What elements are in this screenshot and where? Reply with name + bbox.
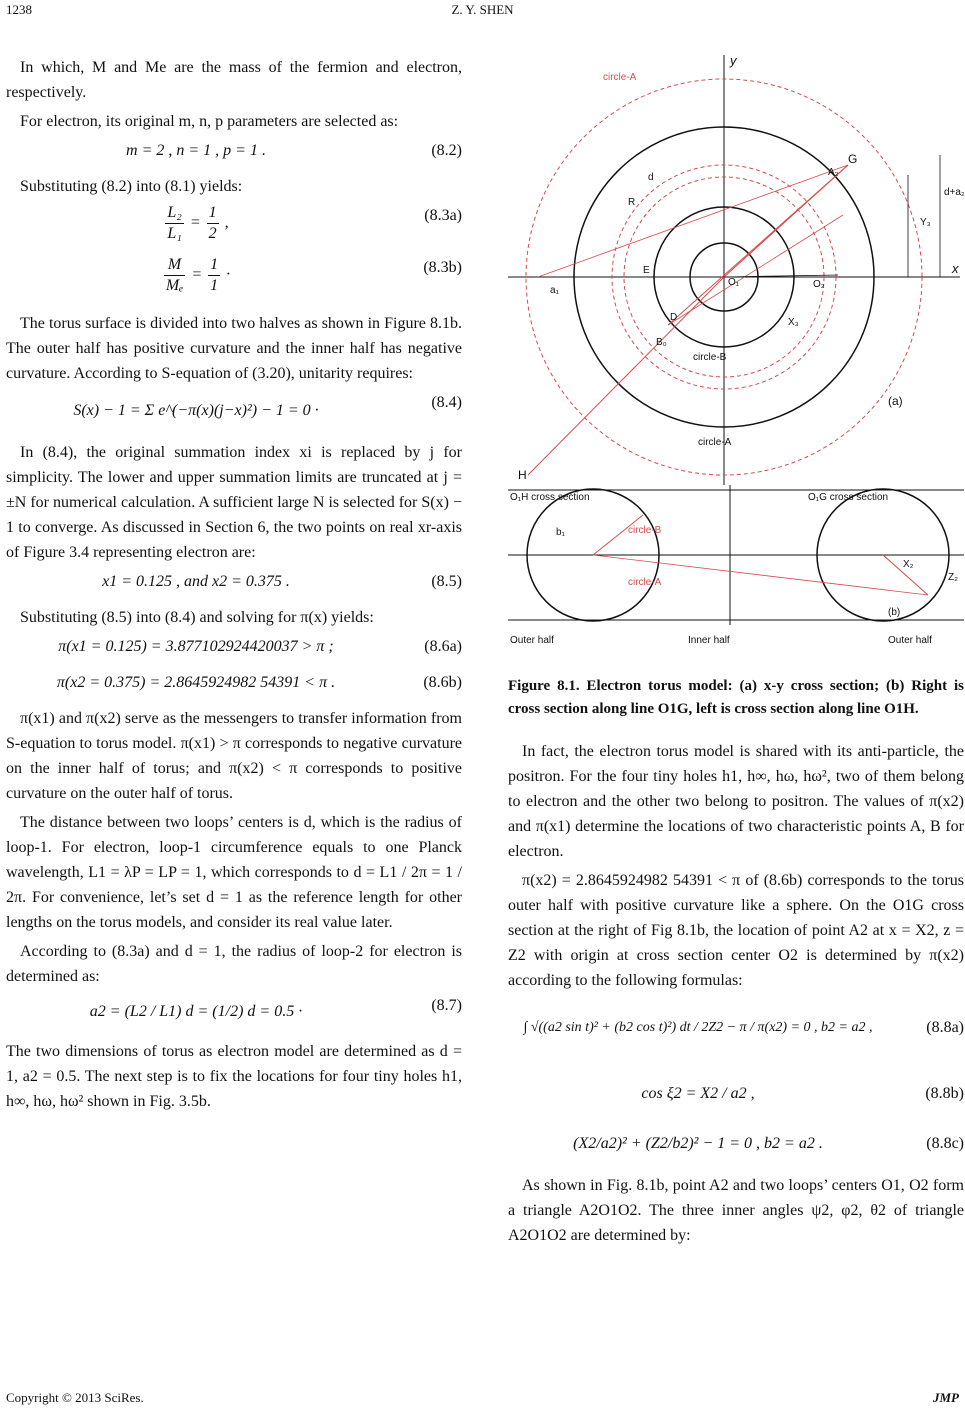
paragraph: π(x2) = 2.8645924982 54391 < π of (8.6b) corresponds to the torus outer half with positive curvature like a sphere. On the O1G cross section at the right of Fig 8.1b, the location of point A2 at x = X2, z = Z2 with origin at cross section center O2 is determined by π(x2) according to the following formulas:: [508, 872, 964, 989]
equation-8-6b: π(x2 = 0.375) = 2.8645924982 54391 < π . (8.6b): [56, 674, 462, 691]
paragraph: In (8.4), the original summation index xi is replaced by j for simplicity. The lower and upper summation limits are truncated at j = ±N for numerical calculation. A sufficient large N is selected for S(x) − 1 to converge. As discussed in Section 6, the two points on real xr-axis of Figure 3.4 representing electron are:: [6, 444, 462, 561]
label-panel-a: (a): [888, 394, 903, 408]
line-o1-h: [528, 277, 724, 475]
label-outer-half-left: Outer half: [510, 635, 554, 646]
x-axis-label: x: [952, 261, 959, 276]
label-x3: X₃: [788, 317, 799, 328]
equation-8-5: x1 = 0.125 , and x2 = 0.375 . (8.5): [102, 573, 462, 590]
journal-name: JMP: [933, 1390, 959, 1405]
copyright: Copyright © 2013 SciRes.: [6, 1390, 144, 1405]
label-e: E: [643, 265, 650, 276]
label-inner-half: Inner half: [688, 635, 730, 646]
label-b-circle-b: circle-B: [628, 525, 662, 536]
paragraph: The distance between two loops’ centers is d, which is the radius of loop-1. For electron, loop-1 circumference equals to one Planck wavelength, L1 = λP = LP = 1, which corresponds to d = L1 / 2π = 1 / 2π. For convenience, let’s set d = 1 as the reference length for other lengths on the torus models, and consider its real value later.: [6, 814, 462, 931]
label-r: R: [628, 197, 636, 208]
label-o2: O₂: [813, 279, 825, 290]
paragraph: In which, M and Me are the mass of the fermion and electron, respectively.: [6, 59, 462, 101]
label-d-point: D: [670, 312, 678, 323]
equation-8-2: m = 2 , n = 1 , p = 1 . (8.2): [126, 142, 462, 159]
right-column: [508, 665, 964, 1252]
equation-8-4: S(x) − 1 = Σ e^(−π(x)(j−x)²) − 1 = 0 · (8.4): [73, 394, 462, 419]
equation-8-8a: ∫ √((a2 sin t)² + (b2 cos t)²) dt / 2Z2 − π / π(x2) = 0 , b2 = a2 , (8.8a): [523, 1019, 964, 1036]
label-d: d: [648, 172, 654, 183]
label-d-plus-a2: d+a₂: [944, 187, 964, 198]
label-b0: B₀: [656, 337, 667, 348]
label-circle-a-bottom: circle-A: [698, 437, 732, 448]
label-outer-half-right: Outer half: [888, 635, 932, 646]
running-author: Z. Y. SHEN: [451, 2, 514, 17]
label-left-section: O₁H cross section: [510, 492, 590, 503]
equation-8-8c: (X2/a2)² + (Z2/b2)² − 1 = 0 , b2 = a2 . (8.8c): [573, 1135, 964, 1152]
label-circle-b: circle-B: [693, 352, 727, 363]
label-panel-b: (b): [888, 607, 901, 618]
paragraph: For electron, its original m, n, p parameters are selected as:: [20, 113, 399, 130]
left-column: [6, 55, 462, 1118]
label-circle-a-top: circle-A: [603, 72, 637, 83]
paragraph: In fact, the electron torus model is shared with its anti-particle, the positron. For the four tiny holes h1, h∞, hω, hω², two of them belong to electron and the other two belong to positron. The values of π(x2) and π(x1) determine the locations of two characteristic points A, B for electron.: [508, 743, 965, 860]
equation-8-7: a2 = (L2 / L1) d = (1/2) d = 0.5 · (8.7): [89, 997, 462, 1020]
label-h: H: [518, 468, 527, 482]
label-b-circle-a: circle-A: [628, 577, 662, 588]
label-o1: O₁: [728, 277, 740, 288]
paragraph: The two dimensions of torus as electron model are determined as d = 1, a2 = 0.5. The next step is to fix the locations for four tiny holes h1, h∞, hω, hω² shown in Fig. 3.5b.: [6, 1043, 462, 1110]
y-axis-label: y: [730, 55, 737, 68]
label-b1: b₁: [556, 527, 565, 538]
torus-diagram: [508, 55, 964, 655]
paragraph: π(x1) and π(x2) serve as the messengers to transfer information from S-equation to torus model. π(x1) > π corresponds to negative curvature on the inner half of torus; and π(x2) < π corresponds to positive curvature on the outer half of torus.: [6, 710, 462, 802]
equation-8-3a: $\frac{\text{L₂}}{\text{L₁}}$ = $\frac{1}{2}$ , (8.3a): [167, 204, 462, 242]
label-x2: X₂: [903, 559, 914, 570]
label-g: G: [848, 152, 858, 166]
label-y3: Y₃: [920, 217, 931, 228]
label-right-section: O₁G cross section: [808, 492, 889, 503]
page-number: 1238: [6, 2, 32, 17]
paragraph: Substituting (8.5) into (8.4) and solving for π(x) yields:: [20, 609, 374, 626]
paragraph: The torus surface is divided into two halves as shown in Figure 8.1b. The outer half has positive curvature and the inner half has negative curvature. According to S-equation of (3.20), unitarity requires:: [6, 315, 462, 382]
equation-8-3b: $\frac{M}{\text{Mₑ}}$ = $\frac{1}{1}$ · (8.3b): [165, 256, 462, 294]
panel-a: [508, 55, 964, 485]
label-z2: Z₂: [948, 572, 958, 583]
label-a2: A₂: [828, 167, 839, 178]
panel-b: [508, 485, 964, 646]
figure-caption: Figure 8.1. Electron torus model: (a) x-y cross section; (b) Right is cross section along line O1G, left is cross section along line O1H.: [508, 678, 964, 717]
label-a1: a₁: [550, 285, 559, 296]
paragraph: Substituting (8.2) into (8.1) yields:: [20, 178, 243, 195]
figure-8-1: [508, 55, 964, 675]
equation-8-6a: π(x1 = 0.125) = 3.877102924420037 > π ; (8.6a): [58, 638, 462, 655]
page-header: [0, 0, 965, 22]
equation-8-8b: cos ξ2 = X2 / a2 , (8.8b): [641, 1085, 964, 1102]
paragraph: As shown in Fig. 8.1b, point A2 and two loops’ centers O1, O2 form a triangle A2O1O2. The three inner angles ψ2, φ2, θ2 of triangle A2O1O2 are determined by:: [508, 1177, 964, 1244]
paragraph: According to (8.3a) and d = 1, the radius of loop-2 for electron is determined as:: [6, 943, 462, 985]
